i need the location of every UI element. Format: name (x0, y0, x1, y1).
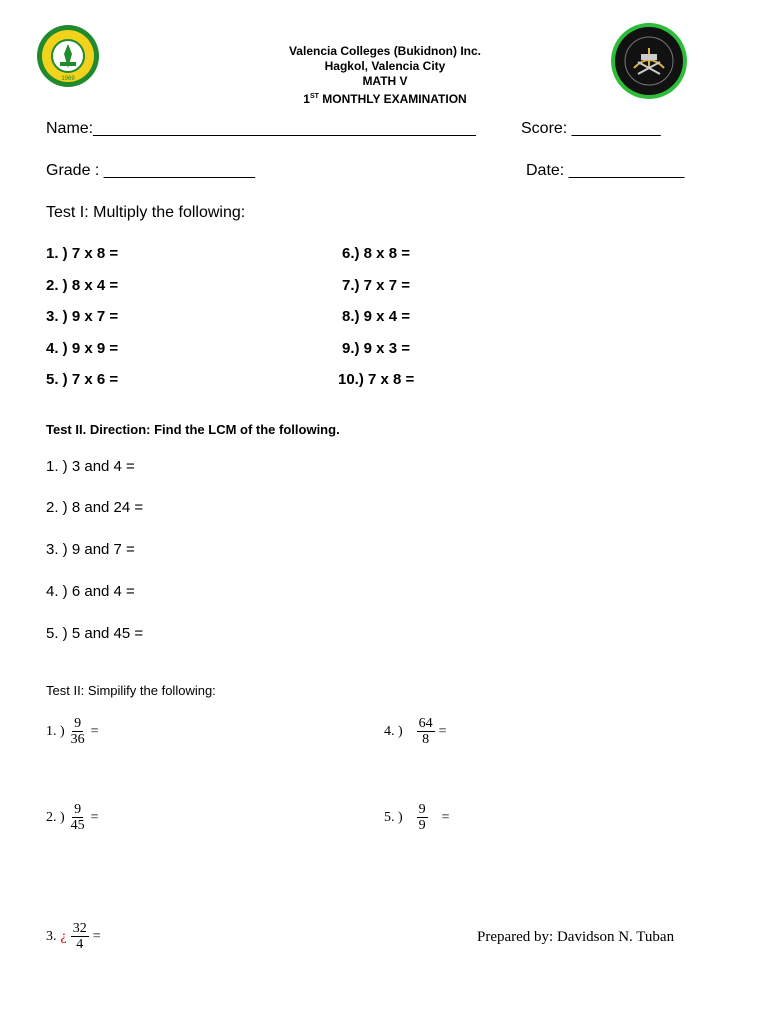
denominator: 36 (70, 732, 85, 747)
fraction-question (46, 802, 99, 833)
question-number: 4. ) (384, 723, 403, 739)
numerator: 9 (418, 802, 426, 817)
numerator: 9 (74, 802, 82, 817)
exam-ordinal: 1 (303, 92, 310, 106)
date-field: Date: _____________ (526, 162, 685, 179)
fraction (417, 802, 428, 833)
fraction-question (46, 921, 101, 952)
school-name: Valencia Colleges (Bukidnon) Inc. (288, 44, 482, 58)
numerator: 9 (74, 716, 82, 731)
question-item: 3. ) 9 x 7 = (46, 308, 119, 325)
exam-name: MONTHLY EXAMINATION (322, 92, 467, 106)
fraction (69, 716, 87, 747)
numerator: 32 (72, 921, 87, 936)
fraction (417, 716, 435, 747)
question-item: 9.) 9 x 3 = (342, 340, 410, 357)
question-item: 4. ) 9 x 9 = (46, 340, 119, 357)
equals-sign: = (90, 809, 99, 825)
question-item: 2. ) 8 and 24 = (46, 499, 144, 516)
test3-title: Test II: Simpilify the following: (46, 683, 216, 698)
equals-sign: = (441, 809, 450, 825)
question-item: 5. ) 7 x 6 = (46, 371, 119, 388)
question-item: 6.) 8 x 8 = (342, 245, 410, 262)
question-number: 1. ) (46, 723, 65, 739)
fraction-question (384, 802, 450, 833)
question-item: 2. ) 8 x 4 = (46, 277, 119, 294)
question-number: 2. ) (46, 809, 65, 825)
score-field: Score: __________ (521, 120, 661, 137)
denominator: 45 (70, 818, 85, 833)
denominator: 4 (76, 937, 84, 952)
equals-sign: = (92, 928, 101, 944)
svg-text:1969: 1969 (61, 76, 75, 82)
fraction-question (384, 716, 447, 747)
denominator: 8 (422, 732, 430, 747)
question-item: 4. ) 6 and 4 = (46, 583, 135, 600)
department-seal-logo (608, 22, 690, 100)
inverted-question-mark: ¿ (60, 928, 67, 944)
denominator: 9 (418, 818, 426, 833)
question-item: 5. ) 5 and 45 = (46, 625, 144, 642)
equals-sign: = (438, 723, 447, 739)
test1-title: Test I: Multiply the following: (46, 204, 246, 221)
school-seal-logo (34, 24, 102, 88)
grade-field: Grade : _________________ (46, 162, 256, 179)
fraction (69, 802, 87, 833)
question-number: 3. (46, 928, 57, 944)
question-item: 10.) 7 x 8 = (338, 371, 415, 388)
test2-title: Test II. Direction: Find the LCM of the following. (46, 422, 340, 437)
question-item: 1. ) 3 and 4 = (46, 458, 135, 475)
fraction-question (46, 716, 99, 747)
question-item: 7.) 7 x 7 = (342, 277, 410, 294)
prepared-by: Prepared by: Davidson N. Tuban (477, 929, 675, 945)
name-field: Name:___________________________________________ (46, 120, 476, 137)
question-item: 8.) 9 x 4 = (342, 308, 410, 325)
exam-ordinal-suffix: ST (309, 93, 319, 100)
question-item: 3. ) 9 and 7 = (46, 541, 135, 558)
subject-title: MATH V (362, 74, 408, 88)
exam-header (230, 44, 540, 107)
fraction (71, 921, 89, 952)
school-address: Hagkol, Valencia City (324, 59, 446, 73)
numerator: 64 (418, 716, 433, 731)
question-item: 1. ) 7 x 8 = (46, 245, 119, 262)
question-number: 5. ) (384, 809, 403, 825)
exam-title (230, 89, 540, 107)
equals-sign: = (90, 723, 99, 739)
